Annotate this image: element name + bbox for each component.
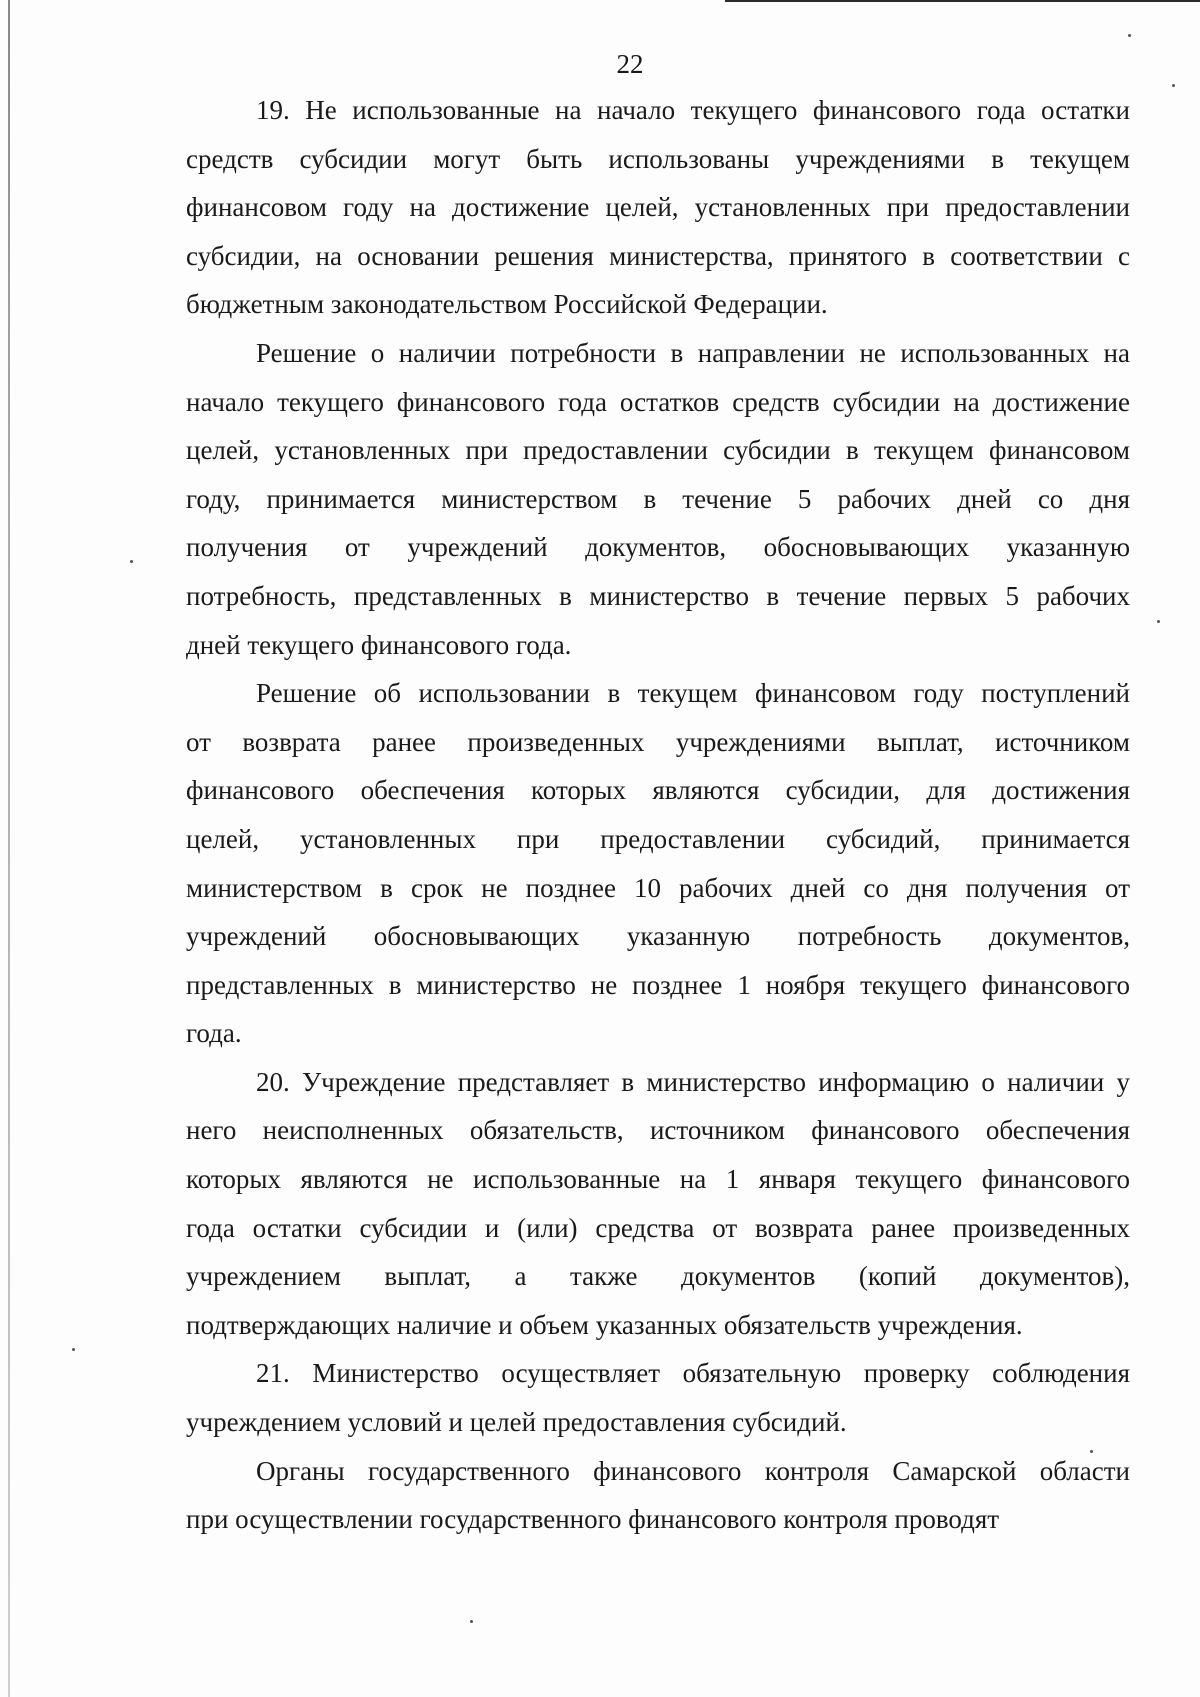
text-line: потребность, представленных в министерство в течение первых 5 рабочих (186, 580, 1130, 611)
text-line: которых являются не использованные на 1 января текущего финансового (186, 1164, 1130, 1195)
page-number: 22 (616, 49, 644, 79)
text-line: года остатки субсидии и (или) средства от возврата ранее произведенных (186, 1212, 1130, 1243)
paragraph (186, 329, 1130, 669)
top-edge-rule (725, 0, 1200, 2)
text-line: Решение о наличии потребности в направлении не использованных на (256, 337, 1130, 368)
text-line: субсидии, на основании решения министерства, принятого в соответствии с (186, 240, 1130, 271)
text-line: учреждением условий и целей предоставления субсидий. (186, 1407, 847, 1438)
text-line: министерством в срок не позднее 10 рабочих дней со дня получения от (186, 872, 1130, 903)
scan-speck (470, 1620, 473, 1623)
text-line: учреждением выплат, а также документов (копий документов), (186, 1261, 1130, 1292)
text-line: 21. Министерство осуществляет обязательную проверку соблюдения (256, 1358, 1130, 1389)
paragraph (186, 1058, 1130, 1350)
scan-speck (130, 560, 133, 563)
text-line: учреждений обосновывающих указанную потребность документов, (186, 921, 1130, 952)
text-line: финансовом году на достижение целей, установленных при предоставлении (186, 192, 1130, 223)
text-line: него неисполненных обязательств, источником финансового обеспечения (186, 1115, 1130, 1146)
text-line: целей, установленных при предоставлении субсидий, принимается (186, 823, 1130, 854)
text-line: начало текущего финансового года остатков средств субсидии на достижение (186, 386, 1130, 417)
text-line: дней текущего финансового года. (186, 629, 572, 660)
text-line: 20. Учреждение представляет в министерство информацию о наличии у (256, 1066, 1130, 1097)
text-line: года. (186, 1018, 242, 1049)
text-line: финансового обеспечения которых являются субсидии, для достижения (186, 775, 1130, 806)
text-line: целей, установленных при предоставлении субсидии в текущем финансовом (186, 435, 1130, 466)
paragraph (186, 669, 1130, 1058)
text-line: средств субсидии могут быть использованы учреждениями в текущем (186, 143, 1130, 174)
text-line: представленных в министерство не позднее 1 ноября текущего финансового (186, 969, 1130, 1000)
text-line: Решение об использовании в текущем финансовом году поступлений (256, 678, 1130, 709)
text-line: от возврата ранее произведенных учреждениями выплат, источником (186, 726, 1130, 757)
text-line: получения от учреждений документов, обосновывающих указанную (186, 532, 1130, 563)
text-line: подтверждающих наличие и объем указанных обязательств учреждения. (186, 1309, 1023, 1340)
paragraph (186, 1447, 1130, 1544)
document-body (186, 86, 1130, 1544)
paragraph (186, 1349, 1130, 1446)
scan-speck (1128, 34, 1131, 37)
paragraph (186, 86, 1130, 329)
scan-speck (1090, 1450, 1093, 1453)
scan-speck (72, 1348, 75, 1351)
scan-left-edge (8, 0, 10, 1697)
scan-speck (1157, 620, 1160, 623)
text-line: Органы государственного финансового контроля Самарской области (256, 1455, 1130, 1486)
text-line: 19. Не использованные на начало текущего финансового года остатки (256, 95, 1130, 125)
text-line: бюджетным законодательством Российской Федерации. (186, 289, 828, 320)
text-line: году, принимается министерством в течение 5 рабочих дней со дня (186, 483, 1130, 514)
text-line: при осуществлении государственного финансового контроля проводят (186, 1504, 1000, 1535)
scan-speck (1172, 84, 1175, 87)
